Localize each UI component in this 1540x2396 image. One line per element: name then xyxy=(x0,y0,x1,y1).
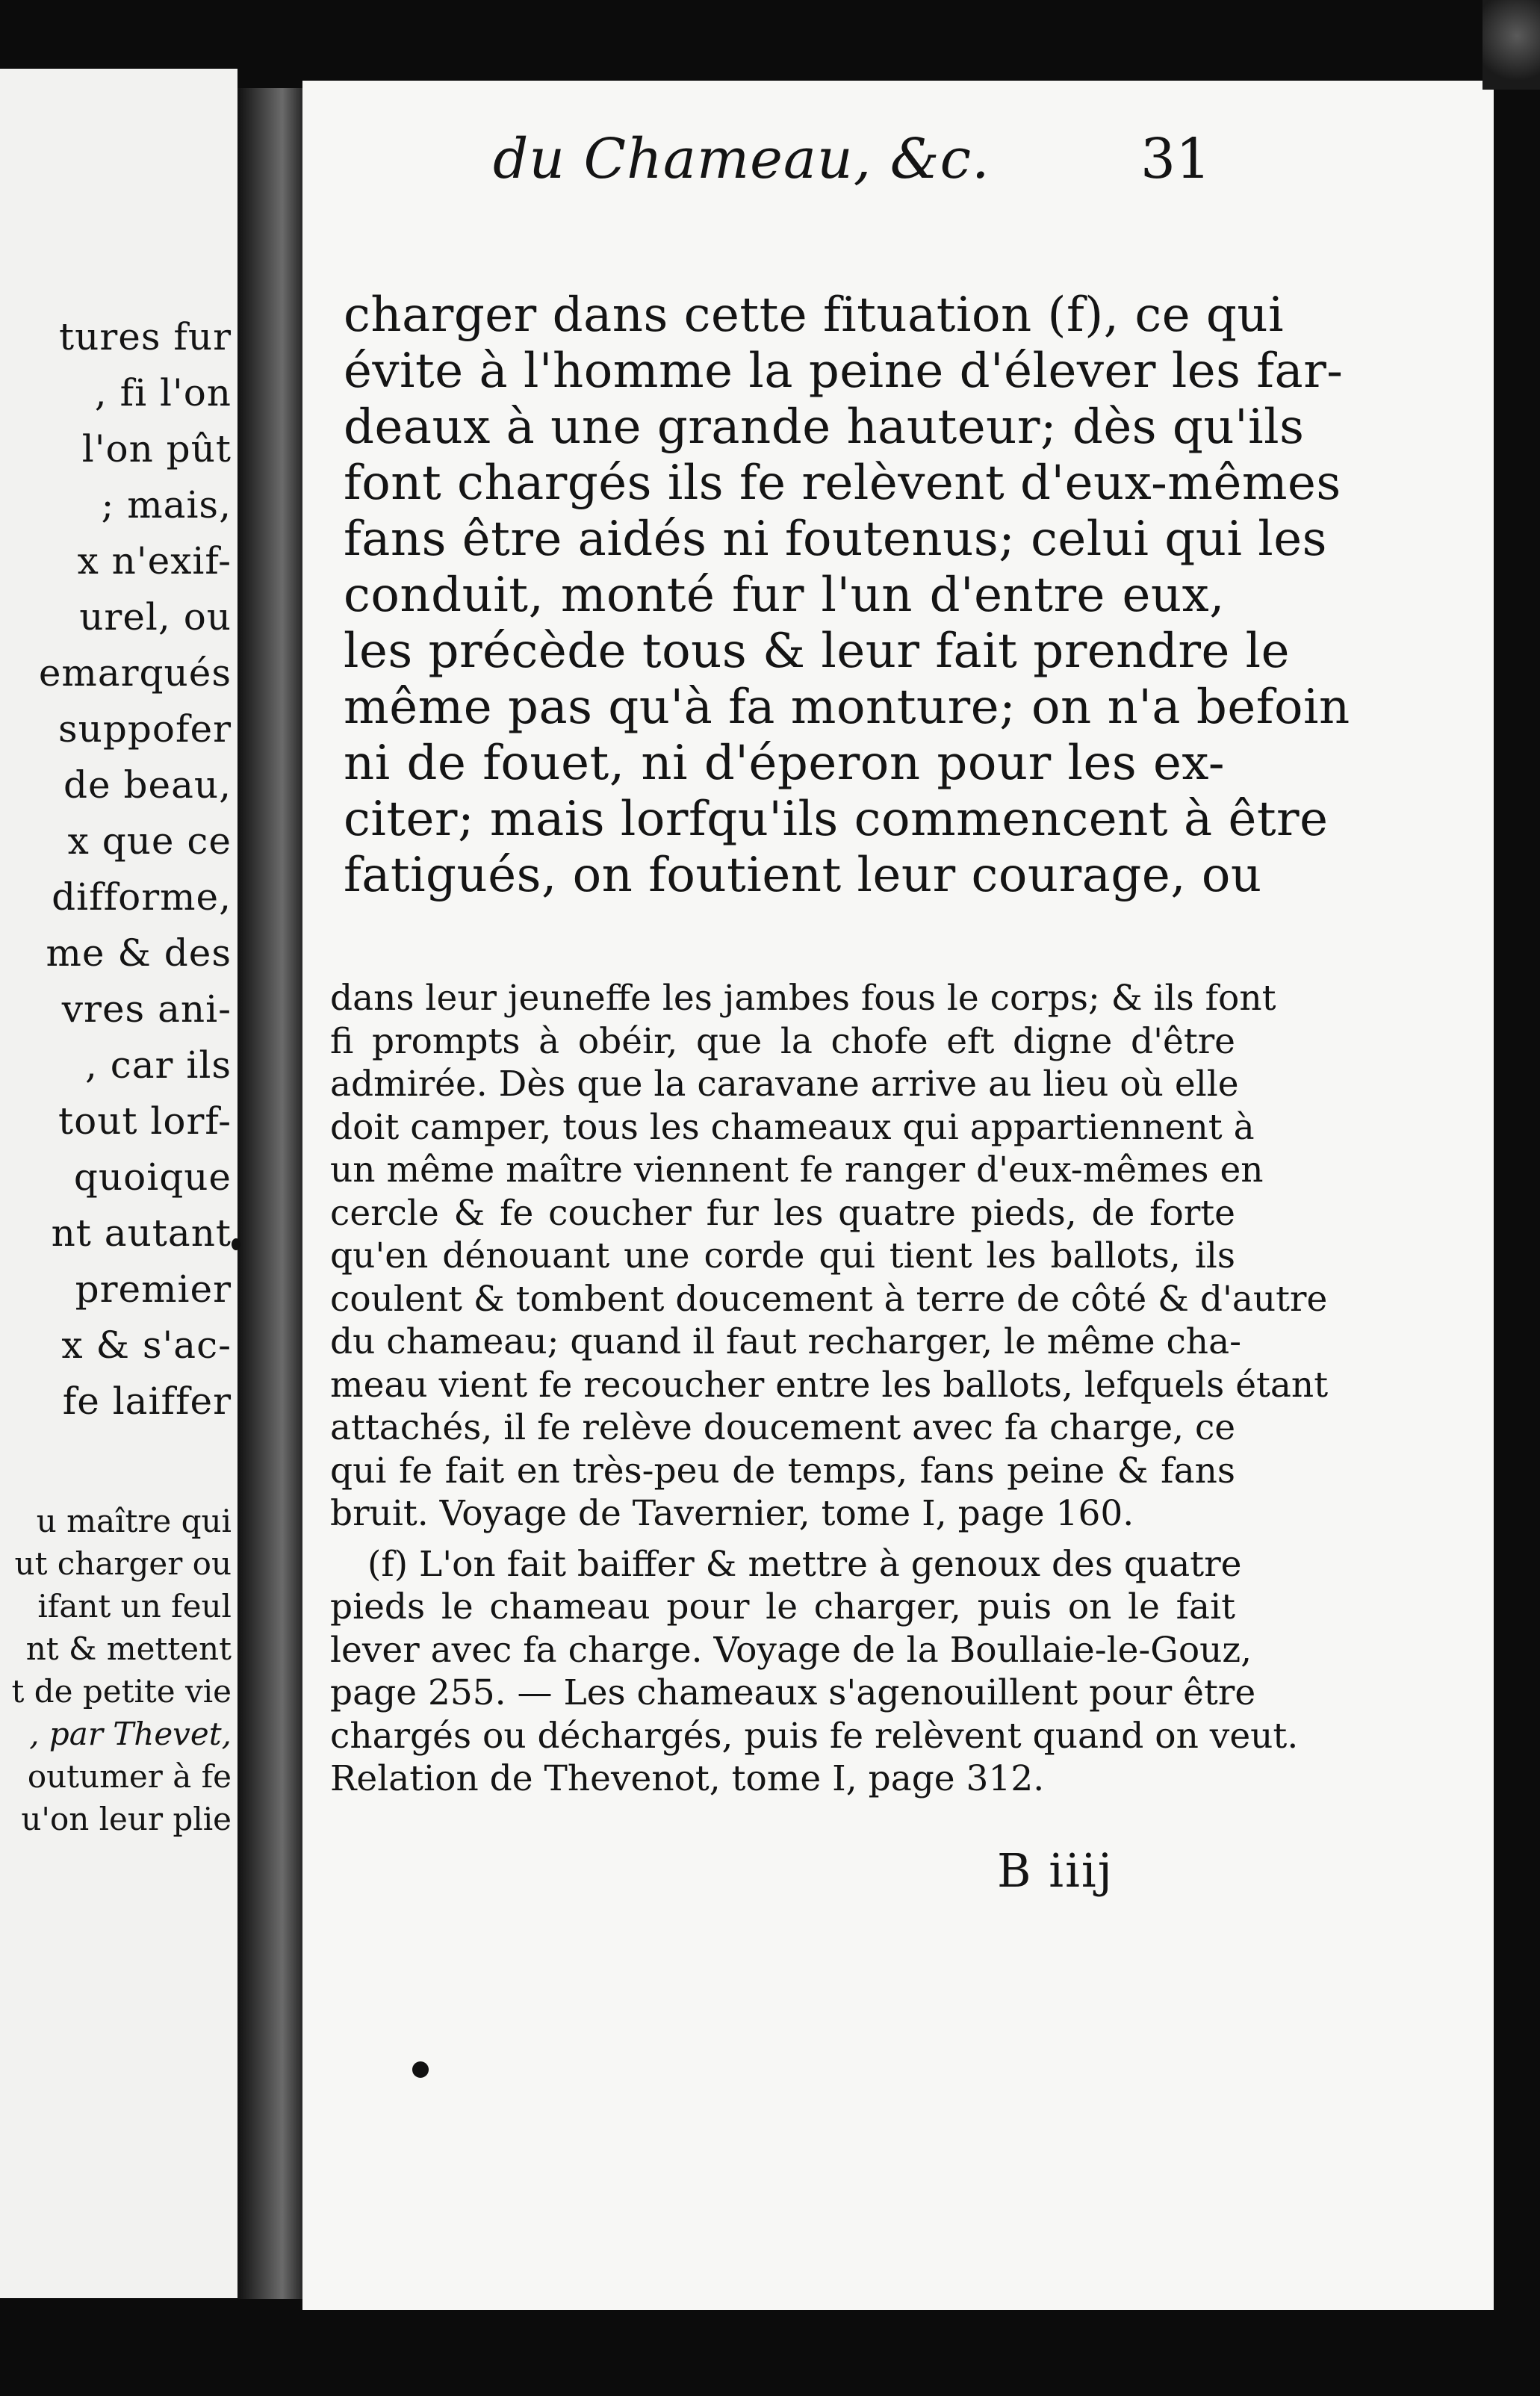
footnote-line: chargés ou déchargés, puis fe relèvent quand on veut. xyxy=(330,1715,1299,1757)
footnotes-block xyxy=(330,977,1329,1801)
left-page-line: suppofer xyxy=(58,707,232,751)
page-number: 31 xyxy=(1140,127,1211,191)
left-page-line: urel, ou xyxy=(79,595,232,639)
footnote-line: coulent & tombent doucement à terre de côté & d'autre xyxy=(330,1278,1328,1320)
left-page-line: ; mais, xyxy=(101,483,232,527)
footnote-line: qu'en dénouant une corde qui tient les ballots, ils xyxy=(330,1235,1235,1276)
footnote-line: bruit. Voyage de Tavernier, tome I, page 160. xyxy=(330,1493,1134,1534)
left-page-line: difforme, xyxy=(52,875,232,919)
left-page-line: me & des xyxy=(46,931,232,975)
left-page-footnote-line: , par Thevet, xyxy=(29,1716,232,1752)
footnote-line: cercle & fe coucher fur les quatre pieds, de forte xyxy=(330,1192,1235,1234)
signature-mark: B iiij xyxy=(997,1843,1114,1898)
body-line: évite à l'homme la peine d'élever les far- xyxy=(344,344,1344,399)
footnote-line: pieds le chameau pour le charger, puis on le fait xyxy=(330,1586,1235,1627)
left-page-line: x n'exif- xyxy=(77,539,232,583)
binding-gutter-shadow xyxy=(237,88,306,2299)
left-page-line: nt autant xyxy=(51,1211,232,1255)
left-page-line: l'on pût xyxy=(81,427,232,471)
left-page-line: x que ce xyxy=(67,819,232,863)
left-page-footnote-line: ifant un feul xyxy=(37,1588,232,1624)
body-line: deaux à une grande hauteur; dès qu'ils xyxy=(344,400,1305,455)
footnote-line: doit camper, tous les chameaux qui appartiennent à xyxy=(330,1106,1255,1148)
footnote-line: du chameau; quand il faut recharger, le même cha- xyxy=(330,1321,1241,1362)
running-head xyxy=(261,127,1211,194)
footnote-line: un même maître viennent fe ranger d'eux-mêmes en xyxy=(330,1149,1264,1191)
body-line: font chargés ils fe relèvent d'eux-mêmes xyxy=(344,456,1341,511)
left-page-footnote-line: u maître qui xyxy=(36,1503,232,1539)
left-page-line: premier xyxy=(75,1267,232,1311)
body-line: conduit, monté fur l'un d'entre eux, xyxy=(344,568,1225,623)
body-line: citer; mais lorfqu'ils commencent à être xyxy=(344,792,1329,847)
body-line: les précède tous & leur fait prendre le xyxy=(344,624,1290,679)
body-line: charger dans cette fituation (f), ce qui xyxy=(344,288,1285,343)
left-page-line: , fi l'on xyxy=(94,371,232,415)
left-page-footnote-line: nt & mettent xyxy=(25,1630,232,1667)
footnote-line: Relation de Thevenot, tome I, page 312. xyxy=(330,1758,1045,1799)
body-text-block xyxy=(344,288,1350,904)
footnote-line: meau vient fe recoucher entre les ballots, lefquels étant xyxy=(330,1364,1329,1406)
footnote-line: (f) L'on fait baiffer & mettre à genoux des quatre xyxy=(367,1543,1242,1585)
running-head-title: du Chameau, &c. xyxy=(493,127,990,191)
ink-spot xyxy=(412,2061,429,2078)
body-line: ni de fouet, ni d'éperon pour les ex- xyxy=(344,736,1225,791)
left-page-line: tout lorf- xyxy=(58,1099,232,1143)
left-page-footnote-line: ut charger ou xyxy=(14,1545,232,1582)
background-corner xyxy=(1482,0,1540,90)
left-page-line: quoique xyxy=(73,1155,232,1199)
left-page-footnote-line: u'on leur plie xyxy=(21,1801,232,1837)
left-page-line: emarqués xyxy=(38,651,232,695)
left-page-line: fe laiffer xyxy=(62,1379,232,1423)
footnote-line: attachés, il fe relève doucement avec fa charge, ce xyxy=(330,1407,1236,1448)
footnote-line: fi prompts à obéir, que la chofe eft digne d'être xyxy=(330,1020,1235,1062)
body-line: même pas qu'à fa monture; on n'a befoin xyxy=(344,680,1350,735)
gutter-ink-mark xyxy=(232,1238,240,1250)
left-page-footnote-line: outumer à fe xyxy=(27,1758,232,1795)
footnote-line: lever avec fa charge. Voyage de la Boullaie-le-Gouz, xyxy=(330,1629,1252,1671)
body-line: fatigués, on foutient leur courage, ou xyxy=(344,848,1262,903)
left-page-line: tures fur xyxy=(59,315,232,359)
body-line: fans être aidés ni foutenus; celui qui les xyxy=(344,512,1327,567)
left-page-line: de beau, xyxy=(63,763,232,807)
left-page-footnote-line: t de petite vie xyxy=(11,1673,232,1710)
left-page-line: x & s'ac- xyxy=(61,1323,232,1367)
left-page-line: vres ani- xyxy=(61,987,232,1031)
footnote-line: qui fe fait en très-peu de temps, fans peine & fans xyxy=(330,1450,1235,1492)
footnote-line: page 255. — Les chameaux s'agenouillent pour être xyxy=(330,1672,1256,1713)
footnote-line: dans leur jeuneffe les jambes fous le corps; & ils font xyxy=(330,978,1276,1019)
footnote-line: admirée. Dès que la caravane arrive au lieu où elle xyxy=(330,1064,1239,1105)
left-page-line: , car ils xyxy=(84,1043,232,1087)
left-facing-page xyxy=(0,69,237,2298)
footnote-gap xyxy=(330,1536,1235,1543)
